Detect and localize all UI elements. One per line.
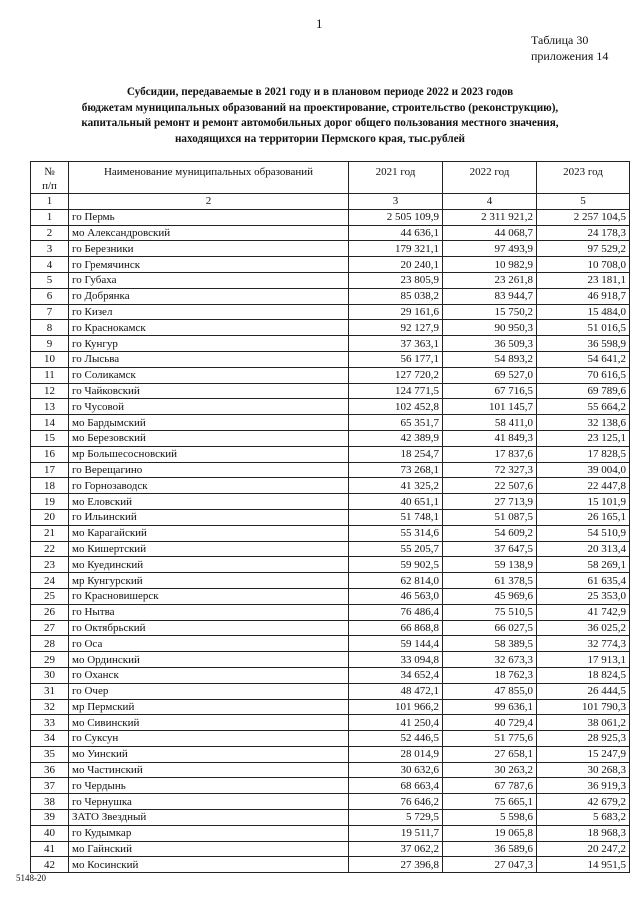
row-number: 26 [31, 604, 69, 620]
table-row [31, 209, 630, 225]
value-2022: 36 509,3 [443, 336, 537, 352]
municipality-name: мо Кишертский [69, 541, 349, 557]
municipality-name: го Суксун [69, 731, 349, 747]
municipality-name: мо Александровский [69, 225, 349, 241]
table-row [31, 573, 630, 589]
municipality-name: мо Ординский [69, 652, 349, 668]
row-number: 3 [31, 241, 69, 257]
value-2023: 20 247,2 [537, 841, 630, 857]
value-2023: 42 679,2 [537, 794, 630, 810]
title-line: бюджетам муниципальных образований на проектирование, строительство (реконструкцию), [81, 101, 559, 114]
municipality-name: го Соликамск [69, 367, 349, 383]
table-row [31, 683, 630, 699]
table-row [31, 336, 630, 352]
value-2023: 26 444,5 [537, 683, 630, 699]
value-2023: 97 529,2 [537, 241, 630, 257]
municipality-name: мо Карагайский [69, 525, 349, 541]
row-number: 18 [31, 478, 69, 494]
value-2022: 44 068,7 [443, 225, 537, 241]
value-2021: 92 127,9 [349, 320, 443, 336]
municipality-name: го Губаха [69, 272, 349, 288]
value-2022: 99 636,1 [443, 699, 537, 715]
value-2021: 23 805,9 [349, 272, 443, 288]
table-row [31, 415, 630, 431]
value-2021: 73 268,1 [349, 462, 443, 478]
table-row [31, 762, 630, 778]
column-number: 4 [443, 194, 537, 210]
value-2022: 67 716,5 [443, 383, 537, 399]
header-num: № п/п [31, 162, 69, 194]
value-2023: 10 708,0 [537, 257, 630, 273]
row-number: 16 [31, 446, 69, 462]
municipality-name: мо Частинский [69, 762, 349, 778]
value-2023: 36 919,3 [537, 778, 630, 794]
table-row [31, 715, 630, 731]
table-row [31, 383, 630, 399]
value-2021: 124 771,5 [349, 383, 443, 399]
value-2021: 55 205,7 [349, 541, 443, 557]
municipality-name: мо Уинский [69, 746, 349, 762]
municipality-name: мр Пермский [69, 699, 349, 715]
table-row [31, 620, 630, 636]
row-number: 12 [31, 383, 69, 399]
row-number: 19 [31, 494, 69, 510]
table-ref-line2: приложения 14 [531, 49, 609, 63]
value-2021: 68 663,4 [349, 778, 443, 794]
municipality-name: мо Березовский [69, 430, 349, 446]
row-number: 5 [31, 272, 69, 288]
value-2023: 51 016,5 [537, 320, 630, 336]
value-2023: 25 353,0 [537, 588, 630, 604]
row-number: 6 [31, 288, 69, 304]
municipality-name: го Октябрьский [69, 620, 349, 636]
table-row [31, 810, 630, 826]
municipality-name: го Оханск [69, 667, 349, 683]
table-row [31, 636, 630, 652]
table-row [31, 241, 630, 257]
value-2021: 101 966,2 [349, 699, 443, 715]
value-2023: 26 165,1 [537, 509, 630, 525]
value-2022: 30 263,2 [443, 762, 537, 778]
municipality-name: го Березники [69, 241, 349, 257]
row-number: 27 [31, 620, 69, 636]
row-number: 22 [31, 541, 69, 557]
table-row [31, 699, 630, 715]
value-2022: 47 855,0 [443, 683, 537, 699]
value-2023: 28 925,3 [537, 731, 630, 747]
row-number: 8 [31, 320, 69, 336]
municipality-name: го Пермь [69, 209, 349, 225]
value-2022: 97 493,9 [443, 241, 537, 257]
value-2023: 17 913,1 [537, 652, 630, 668]
value-2023: 15 484,0 [537, 304, 630, 320]
municipality-name: го Чернушка [69, 794, 349, 810]
value-2021: 40 651,1 [349, 494, 443, 510]
value-2021: 102 452,8 [349, 399, 443, 415]
value-2022: 101 145,7 [443, 399, 537, 415]
table-row [31, 367, 630, 383]
table-row [31, 541, 630, 557]
municipality-name: мр Большесосновский [69, 446, 349, 462]
value-2021: 42 389,9 [349, 430, 443, 446]
row-number: 39 [31, 810, 69, 826]
table-row [31, 794, 630, 810]
municipality-name: го Верещагино [69, 462, 349, 478]
value-2021: 51 748,1 [349, 509, 443, 525]
value-2021: 46 563,0 [349, 588, 443, 604]
table-row [31, 304, 630, 320]
row-number: 40 [31, 825, 69, 841]
value-2023: 24 178,3 [537, 225, 630, 241]
value-2022: 59 138,9 [443, 557, 537, 573]
value-2021: 19 511,7 [349, 825, 443, 841]
municipality-name: мо Бардымский [69, 415, 349, 431]
table-body [31, 209, 630, 872]
municipality-name: го Очер [69, 683, 349, 699]
value-2022: 19 065,8 [443, 825, 537, 841]
value-2022: 40 729,4 [443, 715, 537, 731]
value-2021: 2 505 109,9 [349, 209, 443, 225]
value-2022: 51 775,6 [443, 731, 537, 747]
row-number: 32 [31, 699, 69, 715]
row-number: 31 [31, 683, 69, 699]
row-number: 36 [31, 762, 69, 778]
value-2022: 10 982,9 [443, 257, 537, 273]
value-2023: 39 004,0 [537, 462, 630, 478]
value-2022: 69 527,0 [443, 367, 537, 383]
row-number: 2 [31, 225, 69, 241]
value-2022: 22 507,6 [443, 478, 537, 494]
table-row [31, 652, 630, 668]
column-number: 3 [349, 194, 443, 210]
value-2023: 32 774,3 [537, 636, 630, 652]
value-2022: 5 598,6 [443, 810, 537, 826]
row-number: 4 [31, 257, 69, 273]
page-number: 1 [316, 16, 323, 31]
value-2023: 30 268,3 [537, 762, 630, 778]
municipality-name: го Ильинский [69, 509, 349, 525]
table-row [31, 257, 630, 273]
value-2021: 56 177,1 [349, 351, 443, 367]
document-title [40, 85, 600, 147]
table-row [31, 778, 630, 794]
value-2021: 85 038,2 [349, 288, 443, 304]
value-2021: 33 094,8 [349, 652, 443, 668]
value-2021: 44 636,1 [349, 225, 443, 241]
value-2022: 58 389,5 [443, 636, 537, 652]
value-2022: 36 589,6 [443, 841, 537, 857]
value-2023: 32 138,6 [537, 415, 630, 431]
row-number: 21 [31, 525, 69, 541]
value-2022: 75 665,1 [443, 794, 537, 810]
value-2023: 54 510,9 [537, 525, 630, 541]
table-row [31, 509, 630, 525]
row-number: 28 [31, 636, 69, 652]
value-2021: 76 486,4 [349, 604, 443, 620]
table-row [31, 825, 630, 841]
municipality-name: мо Куединский [69, 557, 349, 573]
value-2023: 38 061,2 [537, 715, 630, 731]
value-2022: 32 673,3 [443, 652, 537, 668]
value-2021: 37 062,2 [349, 841, 443, 857]
value-2022: 45 969,6 [443, 588, 537, 604]
row-number: 37 [31, 778, 69, 794]
row-number: 1 [31, 209, 69, 225]
value-2022: 27 713,9 [443, 494, 537, 510]
table-row [31, 667, 630, 683]
table-row [31, 351, 630, 367]
value-2023: 61 635,4 [537, 573, 630, 589]
value-2022: 58 411,0 [443, 415, 537, 431]
table-row [31, 399, 630, 415]
table-reference [531, 32, 608, 64]
header-2022: 2022 год [443, 162, 537, 194]
value-2021: 34 652,4 [349, 667, 443, 683]
table-row [31, 588, 630, 604]
value-2022: 2 311 921,2 [443, 209, 537, 225]
municipality-name: го Кизел [69, 304, 349, 320]
value-2021: 127 720,2 [349, 367, 443, 383]
value-2023: 54 641,2 [537, 351, 630, 367]
row-number: 24 [31, 573, 69, 589]
municipality-name: го Чердынь [69, 778, 349, 794]
value-2023: 58 269,1 [537, 557, 630, 573]
value-2023: 23 181,1 [537, 272, 630, 288]
row-number: 7 [31, 304, 69, 320]
row-number: 42 [31, 857, 69, 873]
value-2023: 70 616,5 [537, 367, 630, 383]
table-header-row [31, 162, 630, 194]
value-2021: 27 396,8 [349, 857, 443, 873]
municipality-name: го Добрянка [69, 288, 349, 304]
value-2021: 29 161,6 [349, 304, 443, 320]
value-2022: 54 893,2 [443, 351, 537, 367]
value-2023: 15 101,9 [537, 494, 630, 510]
title-line: Субсидии, передаваемые в 2021 году и в плановом периоде 2022 и 2023 годов [126, 86, 514, 98]
table-row [31, 557, 630, 573]
value-2022: 27 658,1 [443, 746, 537, 762]
municipality-name: мо Еловский [69, 494, 349, 510]
header-2021: 2021 год [349, 162, 443, 194]
value-2021: 76 646,2 [349, 794, 443, 810]
table-row [31, 604, 630, 620]
value-2021: 41 250,4 [349, 715, 443, 731]
value-2021: 41 325,2 [349, 478, 443, 494]
value-2021: 59 144,4 [349, 636, 443, 652]
value-2021: 28 014,9 [349, 746, 443, 762]
table-row [31, 857, 630, 873]
row-number: 29 [31, 652, 69, 668]
value-2021: 18 254,7 [349, 446, 443, 462]
header-name: Наименование муниципальных образований [69, 162, 349, 194]
value-2023: 101 790,3 [537, 699, 630, 715]
value-2022: 27 047,3 [443, 857, 537, 873]
row-number: 35 [31, 746, 69, 762]
value-2021: 59 902,5 [349, 557, 443, 573]
row-number: 25 [31, 588, 69, 604]
table-row [31, 288, 630, 304]
value-2023: 2 257 104,5 [537, 209, 630, 225]
municipality-name: го Чусовой [69, 399, 349, 415]
value-2023: 17 828,5 [537, 446, 630, 462]
row-number: 14 [31, 415, 69, 431]
municipality-name: го Кудымкар [69, 825, 349, 841]
value-2023: 69 789,6 [537, 383, 630, 399]
row-number: 17 [31, 462, 69, 478]
column-number: 5 [537, 194, 630, 210]
municipality-name: го Гремячинск [69, 257, 349, 273]
value-2023: 36 025,2 [537, 620, 630, 636]
value-2021: 30 632,6 [349, 762, 443, 778]
value-2023: 18 824,5 [537, 667, 630, 683]
value-2022: 61 378,5 [443, 573, 537, 589]
column-number-row [31, 194, 630, 210]
value-2022: 67 787,6 [443, 778, 537, 794]
value-2022: 15 750,2 [443, 304, 537, 320]
value-2022: 90 950,3 [443, 320, 537, 336]
value-2021: 66 868,8 [349, 620, 443, 636]
column-number: 1 [31, 194, 69, 210]
value-2022: 75 510,5 [443, 604, 537, 620]
row-number: 34 [31, 731, 69, 747]
municipality-name: мо Гайнский [69, 841, 349, 857]
row-number: 33 [31, 715, 69, 731]
value-2022: 54 609,2 [443, 525, 537, 541]
column-number: 2 [69, 194, 349, 210]
row-number: 20 [31, 509, 69, 525]
row-number: 9 [31, 336, 69, 352]
municipality-name: го Нытва [69, 604, 349, 620]
value-2023: 20 313,4 [537, 541, 630, 557]
table-ref-line1: Таблица 30 [531, 33, 589, 47]
value-2023: 15 247,9 [537, 746, 630, 762]
row-number: 23 [31, 557, 69, 573]
value-2022: 41 849,3 [443, 430, 537, 446]
row-number: 11 [31, 367, 69, 383]
municipality-name: мо Сивинский [69, 715, 349, 731]
row-number: 38 [31, 794, 69, 810]
municipality-name: го Лысьва [69, 351, 349, 367]
table-row [31, 494, 630, 510]
value-2021: 179 321,1 [349, 241, 443, 257]
value-2023: 22 447,8 [537, 478, 630, 494]
value-2023: 23 125,1 [537, 430, 630, 446]
row-number: 30 [31, 667, 69, 683]
table-row [31, 746, 630, 762]
value-2022: 66 027,5 [443, 620, 537, 636]
value-2023: 36 598,9 [537, 336, 630, 352]
municipality-name: го Чайковский [69, 383, 349, 399]
table-row [31, 731, 630, 747]
value-2021: 20 240,1 [349, 257, 443, 273]
municipality-name: го Горнозаводск [69, 478, 349, 494]
value-2022: 17 837,6 [443, 446, 537, 462]
table-row [31, 478, 630, 494]
value-2022: 37 647,5 [443, 541, 537, 557]
value-2021: 55 314,6 [349, 525, 443, 541]
municipality-name: ЗАТО Звездный [69, 810, 349, 826]
value-2023: 41 742,9 [537, 604, 630, 620]
title-line: находящихся на территории Пермского края, тыс.рублей [174, 132, 466, 145]
table-row [31, 320, 630, 336]
footer-code: 5148-20 [16, 873, 46, 883]
municipality-name: го Краснокамск [69, 320, 349, 336]
value-2023: 14 951,5 [537, 857, 630, 873]
value-2021: 52 446,5 [349, 731, 443, 747]
value-2023: 46 918,7 [537, 288, 630, 304]
table-row [31, 525, 630, 541]
table-row [31, 430, 630, 446]
municipality-name: го Красновишерск [69, 588, 349, 604]
row-number: 13 [31, 399, 69, 415]
table-row [31, 841, 630, 857]
municipality-name: мо Косинский [69, 857, 349, 873]
value-2022: 18 762,3 [443, 667, 537, 683]
value-2023: 5 683,2 [537, 810, 630, 826]
value-2021: 62 814,0 [349, 573, 443, 589]
header-2023: 2023 год [537, 162, 630, 194]
table-row [31, 225, 630, 241]
value-2021: 48 472,1 [349, 683, 443, 699]
municipality-name: го Оса [69, 636, 349, 652]
value-2021: 65 351,7 [349, 415, 443, 431]
table-row [31, 272, 630, 288]
row-number: 10 [31, 351, 69, 367]
municipality-name: мр Кунгурский [69, 573, 349, 589]
value-2023: 55 664,2 [537, 399, 630, 415]
row-number: 41 [31, 841, 69, 857]
municipality-name: го Кунгур [69, 336, 349, 352]
row-number: 15 [31, 430, 69, 446]
value-2021: 37 363,1 [349, 336, 443, 352]
value-2022: 23 261,8 [443, 272, 537, 288]
table-row [31, 446, 630, 462]
value-2021: 5 729,5 [349, 810, 443, 826]
subsidies-table [30, 161, 630, 873]
value-2023: 18 968,3 [537, 825, 630, 841]
value-2022: 72 327,3 [443, 462, 537, 478]
table-row [31, 462, 630, 478]
title-line: капитальный ремонт и ремонт автомобильных дорог общего пользования местного значения, [81, 117, 559, 129]
value-2022: 83 944,7 [443, 288, 537, 304]
value-2022: 51 087,5 [443, 509, 537, 525]
